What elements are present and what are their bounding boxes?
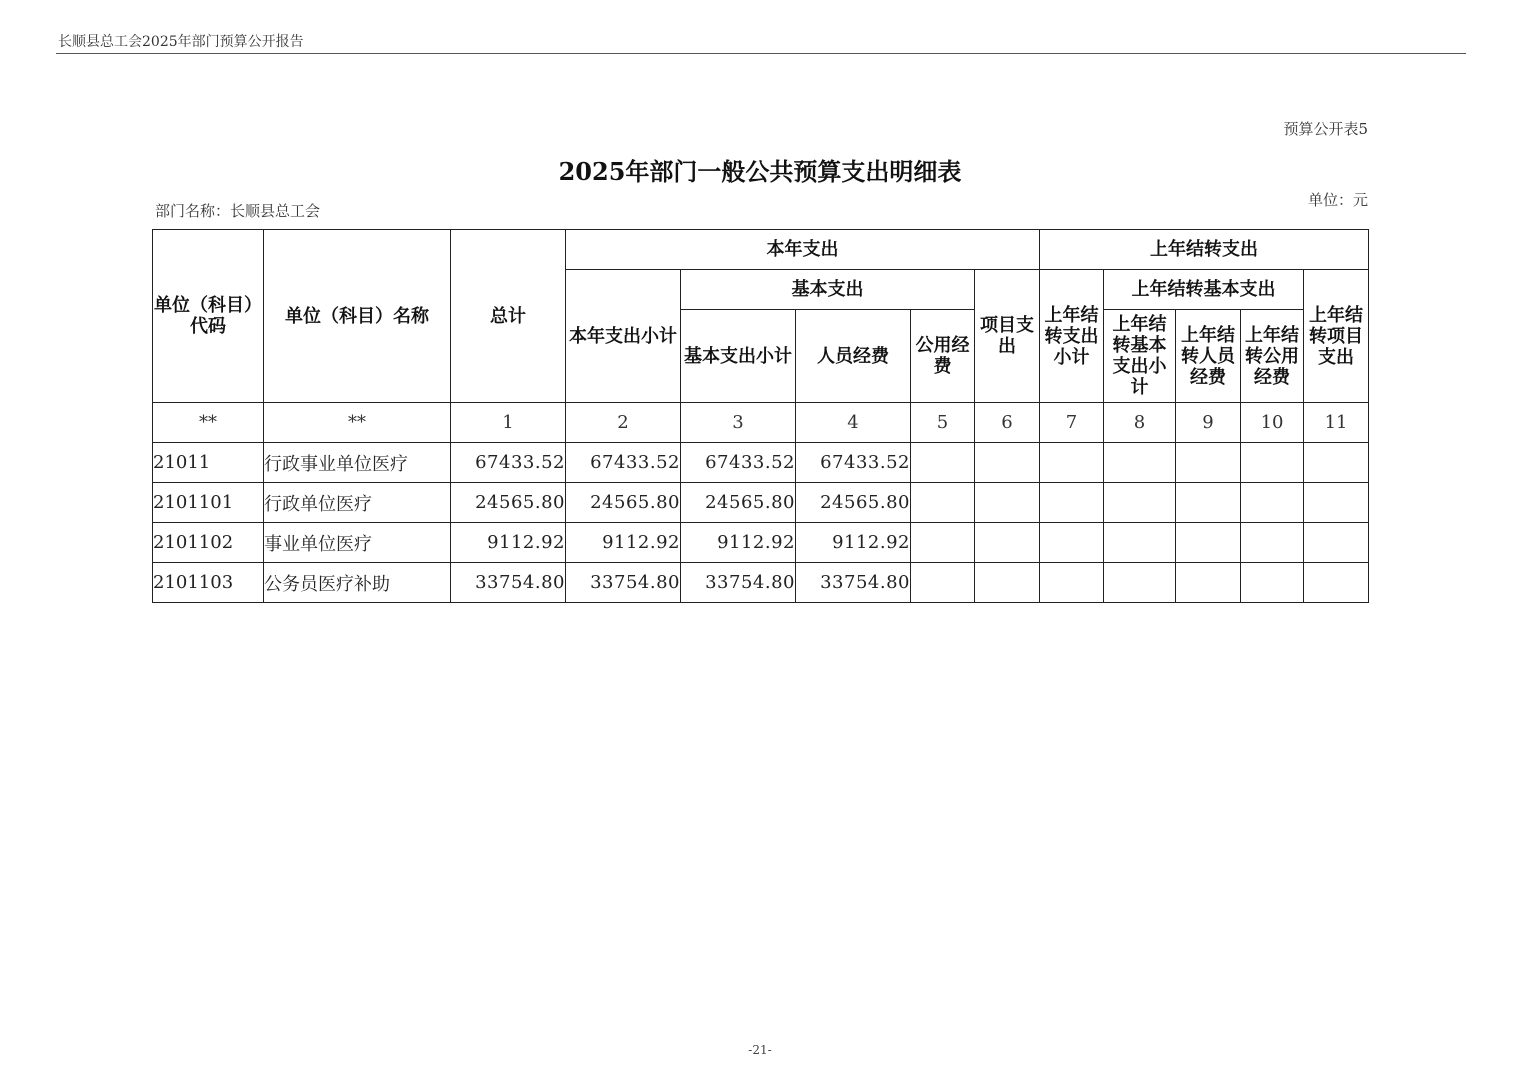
index-cell: 1 <box>451 403 566 443</box>
department-name: 部门名称：长顺县总工会 <box>155 202 321 220</box>
unit-label: 单位：元 <box>1307 191 1368 209</box>
table-number-label: 预算公开表5 <box>1283 120 1368 138</box>
row-value <box>911 483 975 523</box>
index-cell: ** <box>153 403 264 443</box>
row-value <box>1104 523 1176 563</box>
running-header: 长顺县总工会2025年部门预算公开报告 <box>58 34 304 50</box>
table-row <box>153 443 1369 483</box>
row-value: 67433.52 <box>796 443 911 483</box>
index-cell: 3 <box>681 403 796 443</box>
header-code: 单位（科目）代码 <box>153 230 264 403</box>
row-name: 事业单位医疗 <box>264 523 451 563</box>
header-prev-basic-subtotal: 上年结转基本支出小计 <box>1104 310 1176 403</box>
row-value: 9112.92 <box>566 523 681 563</box>
row-value <box>1304 443 1369 483</box>
table-row <box>153 563 1369 603</box>
index-cell: 9 <box>1176 403 1241 443</box>
row-value <box>975 563 1040 603</box>
header-prev-project: 上年结转项目支出 <box>1304 270 1369 403</box>
header-current-subtotal: 本年支出小计 <box>566 270 681 403</box>
header-prev-basic: 上年结转基本支出 <box>1104 270 1304 310</box>
header-public: 公用经费 <box>911 310 975 403</box>
row-value: 24565.80 <box>566 483 681 523</box>
index-cell: 4 <box>796 403 911 443</box>
row-value <box>1176 443 1241 483</box>
row-value <box>975 443 1040 483</box>
header-prev-year: 上年结转支出 <box>1040 230 1369 270</box>
row-value <box>1304 563 1369 603</box>
row-value: 33754.80 <box>796 563 911 603</box>
row-value: 9112.92 <box>451 523 566 563</box>
row-value <box>911 443 975 483</box>
row-code: 21011 <box>153 443 264 483</box>
row-value <box>1040 563 1104 603</box>
row-value <box>911 563 975 603</box>
header-total: 总计 <box>451 230 566 403</box>
row-value <box>1241 523 1304 563</box>
row-value <box>1304 523 1369 563</box>
header-prev-subtotal: 上年结转支出小计 <box>1040 270 1104 403</box>
row-value <box>1104 563 1176 603</box>
row-value: 67433.52 <box>566 443 681 483</box>
row-value: 9112.92 <box>796 523 911 563</box>
row-value: 24565.80 <box>451 483 566 523</box>
document-title: 2025年部门一般公共预算支出明细表 <box>558 157 962 186</box>
row-value <box>1241 563 1304 603</box>
row-value: 33754.80 <box>566 563 681 603</box>
row-value <box>1040 523 1104 563</box>
header-prev-public: 上年结转公用经费 <box>1241 310 1304 403</box>
index-cell: 10 <box>1241 403 1304 443</box>
row-code: 2101101 <box>153 483 264 523</box>
index-cell: 8 <box>1104 403 1176 443</box>
header-basic: 基本支出 <box>681 270 975 310</box>
table-row <box>153 483 1369 523</box>
row-value <box>1040 443 1104 483</box>
table-row <box>153 523 1369 563</box>
index-cell: 11 <box>1304 403 1369 443</box>
row-value: 9112.92 <box>681 523 796 563</box>
row-value <box>1241 483 1304 523</box>
index-cell: 5 <box>911 403 975 443</box>
row-value <box>1176 563 1241 603</box>
header-basic-subtotal: 基本支出小计 <box>681 310 796 403</box>
row-value: 33754.80 <box>451 563 566 603</box>
index-cell: 7 <box>1040 403 1104 443</box>
row-code: 2101102 <box>153 523 264 563</box>
page-number: -21- <box>748 1043 772 1057</box>
row-value <box>1040 483 1104 523</box>
row-value <box>911 523 975 563</box>
row-value: 24565.80 <box>681 483 796 523</box>
row-value <box>1176 523 1241 563</box>
row-value <box>1176 483 1241 523</box>
header-project: 项目支出 <box>975 270 1040 403</box>
row-code: 2101103 <box>153 563 264 603</box>
row-name: 行政事业单位医疗 <box>264 443 451 483</box>
row-name: 行政单位医疗 <box>264 483 451 523</box>
row-value: 33754.80 <box>681 563 796 603</box>
row-name: 公务员医疗补助 <box>264 563 451 603</box>
header-personnel: 人员经费 <box>796 310 911 403</box>
row-value <box>975 483 1040 523</box>
header-divider <box>56 53 1466 54</box>
row-value <box>1104 483 1176 523</box>
index-cell: ** <box>264 403 451 443</box>
column-index-row <box>153 403 1369 443</box>
row-value <box>1304 483 1369 523</box>
header-current-year: 本年支出 <box>566 230 1040 270</box>
row-value <box>975 523 1040 563</box>
row-value: 67433.52 <box>451 443 566 483</box>
header-prev-personnel: 上年结转人员经费 <box>1176 310 1241 403</box>
header-name: 单位（科目）名称 <box>264 230 451 403</box>
row-value: 67433.52 <box>681 443 796 483</box>
row-value <box>1241 443 1304 483</box>
row-value: 24565.80 <box>796 483 911 523</box>
row-value <box>1104 443 1176 483</box>
index-cell: 2 <box>566 403 681 443</box>
index-cell: 6 <box>975 403 1040 443</box>
budget-detail-table <box>152 229 1369 603</box>
